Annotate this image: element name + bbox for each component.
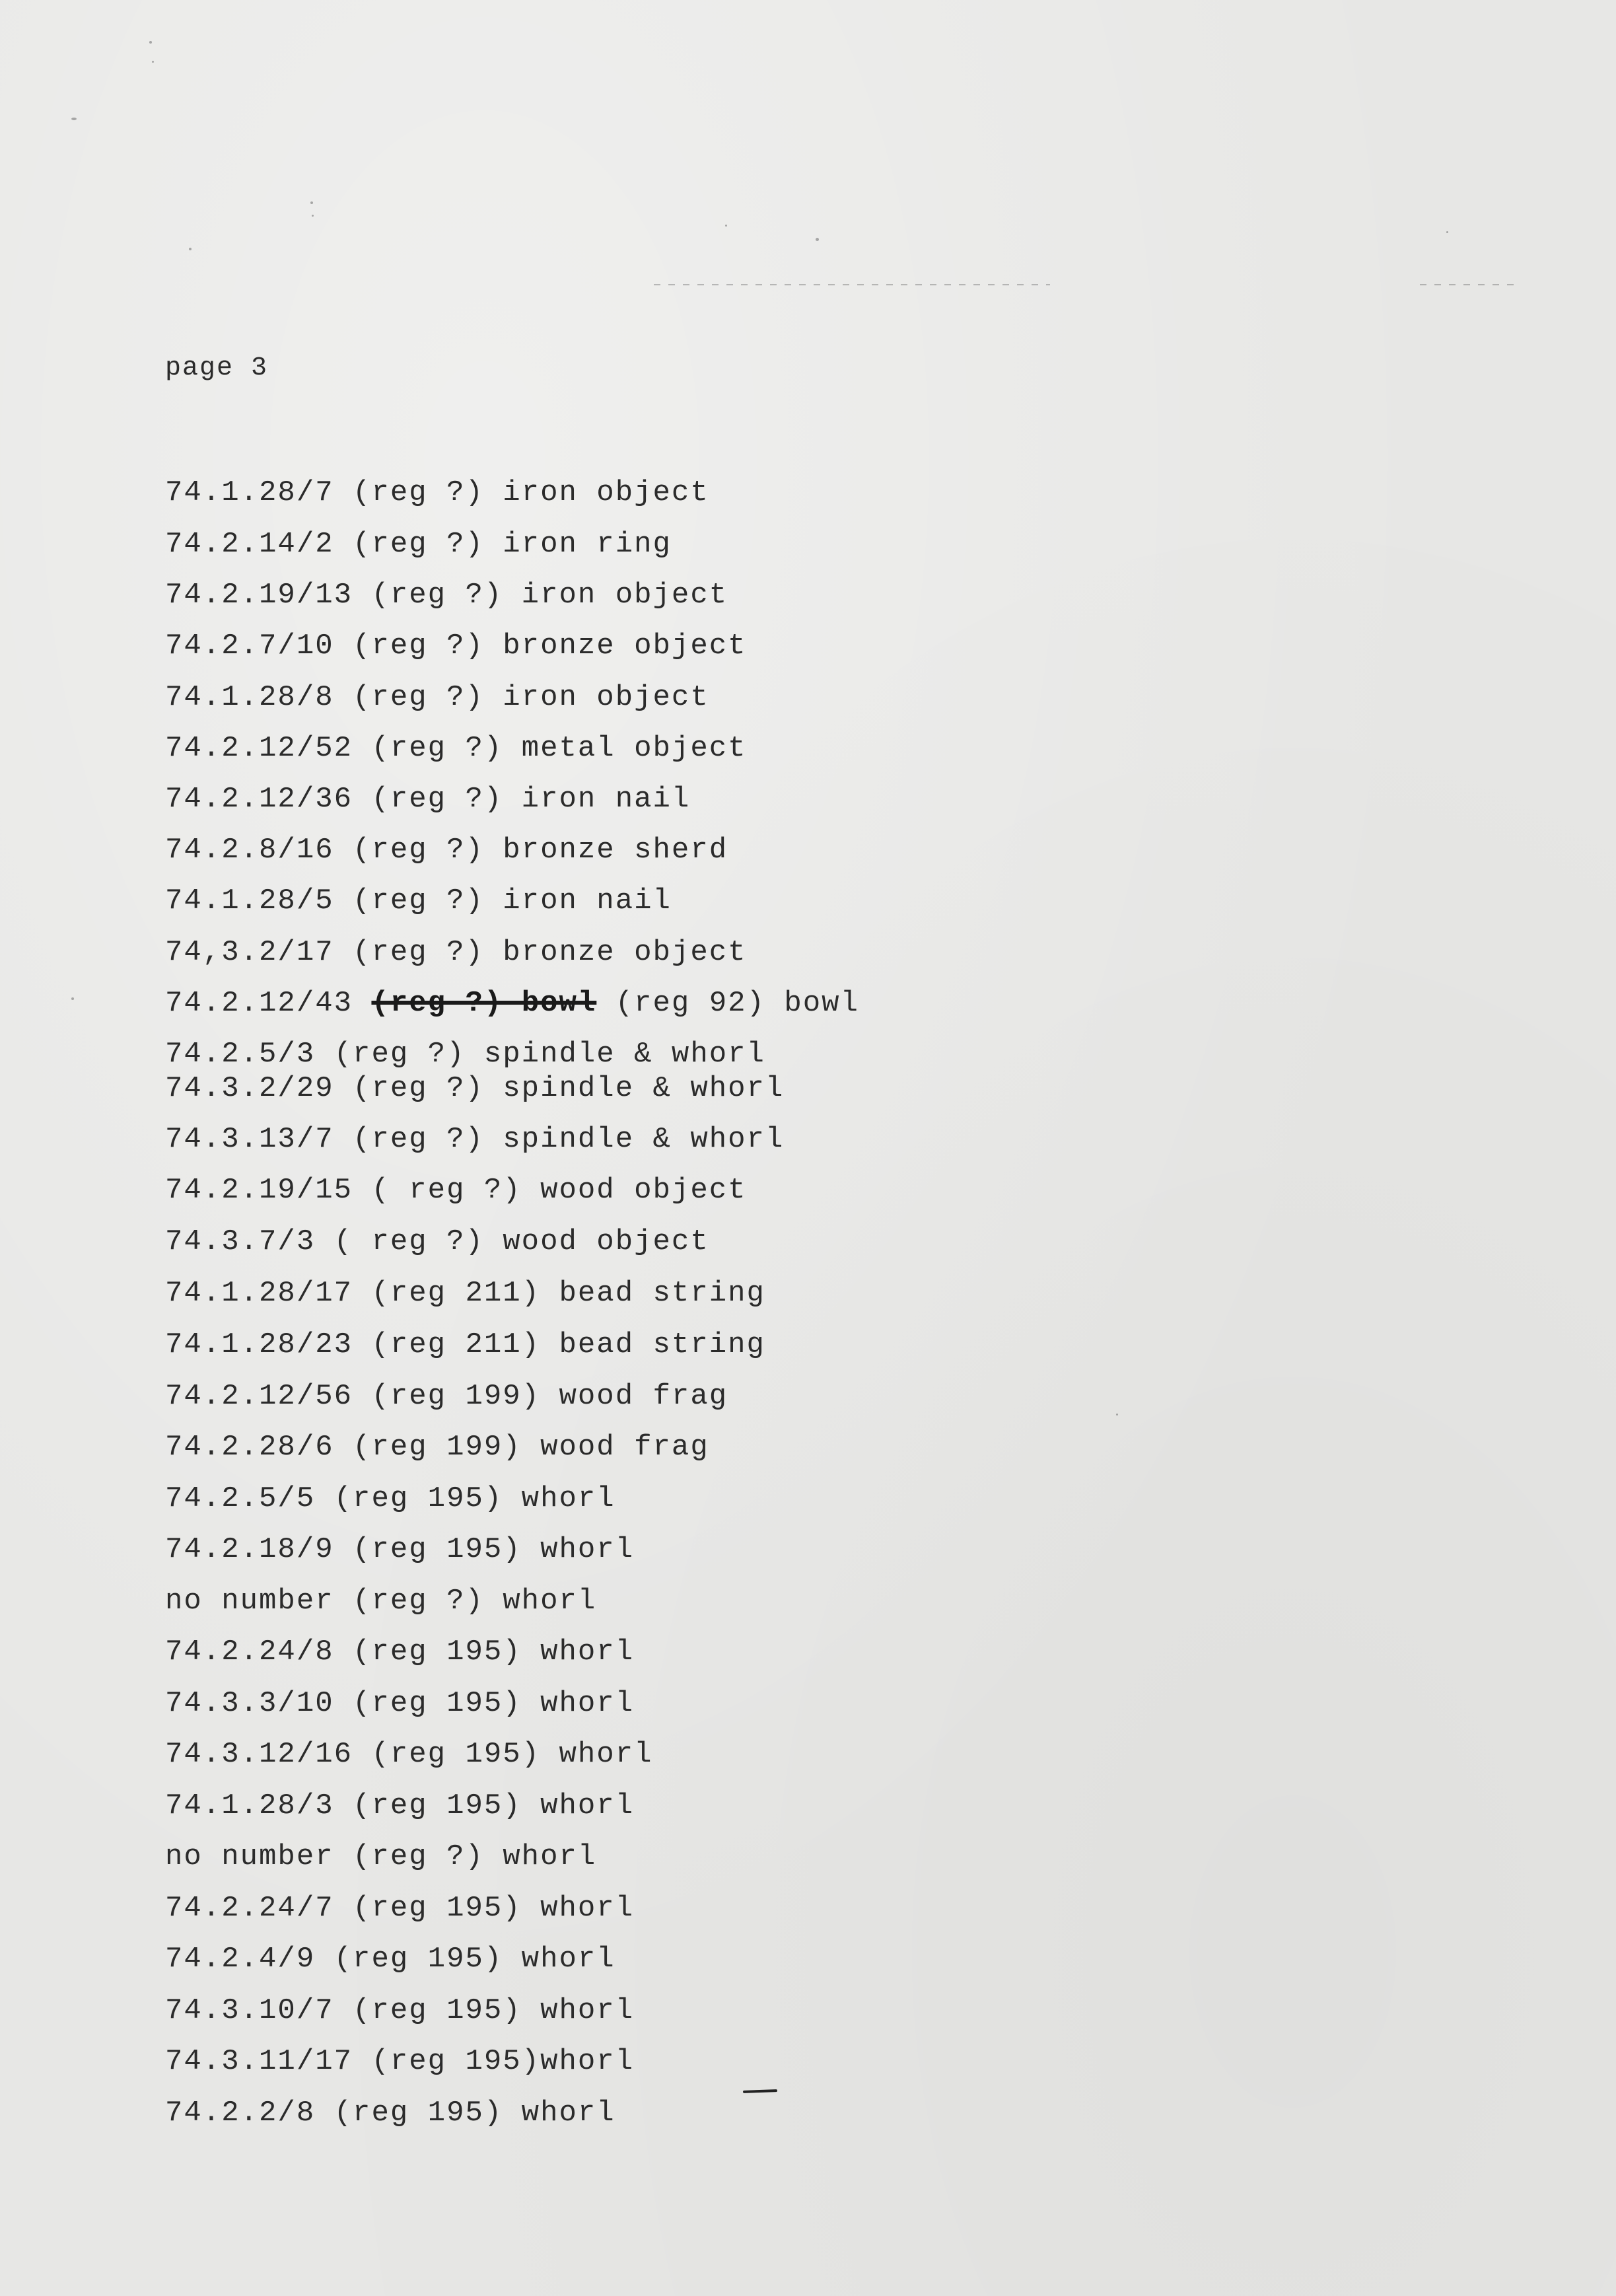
list-item: 74.3.7/3 ( reg ?) wood object	[165, 1225, 709, 1258]
pen-dash-mark	[743, 2089, 777, 2093]
list-item: 74.2.19/15 ( reg ?) wood object	[165, 1174, 747, 1207]
speck-mark	[310, 201, 313, 204]
speck-mark	[189, 248, 192, 250]
list-item: 74.3.11/17 (reg 195)whorl	[165, 2045, 635, 2078]
list-item: no number (reg ?) whorl	[165, 1840, 597, 1873]
list-item: 74.2.28/6 (reg 199) wood frag	[165, 1431, 709, 1464]
entry-description: (reg 92) bowl	[596, 987, 859, 1020]
list-item: 74.3.10/7 (reg 195) whorl	[165, 1994, 635, 2027]
speck-mark	[1116, 1414, 1118, 1416]
list-item: 74.2.8/16 (reg ?) bronze sherd	[165, 834, 728, 867]
list-item: 74.2.12/56 (reg 199) wood frag	[165, 1380, 728, 1413]
list-item: no number (reg ?) whorl	[165, 1585, 597, 1618]
faint-dashed-line	[1420, 284, 1519, 285]
list-item: 74.1.28/3 (reg 195) whorl	[165, 1789, 635, 1822]
list-item: 74.2.12/52 (reg ?) metal object	[165, 732, 747, 765]
speck-mark	[816, 238, 819, 241]
faint-dashed-line	[654, 284, 1050, 285]
list-item: 74.1.28/5 (reg ?) iron nail	[165, 884, 672, 917]
speck-mark	[152, 61, 154, 63]
list-item: 74.1.28/7 (reg ?) iron object	[165, 476, 709, 509]
struck-out-text: (reg ?) bowl	[371, 987, 597, 1020]
speck-mark	[1446, 231, 1448, 233]
list-item: 74.2.5/3 (reg ?) spindle & whorl	[165, 1038, 765, 1071]
list-item: 74.1.28/23 (reg 211) bead string	[165, 1328, 765, 1361]
list-item: 74.3.2/29 (reg ?) spindle & whorl	[165, 1072, 785, 1105]
list-item: 74.2.4/9 (reg 195) whorl	[165, 1943, 615, 1976]
list-item: 74.2.18/9 (reg 195) whorl	[165, 1533, 635, 1566]
list-item-with-strikeout	[165, 985, 859, 1022]
list-item: 74.2.12/36 (reg ?) iron nail	[165, 783, 691, 816]
list-item: 74.3.3/10 (reg 195) whorl	[165, 1687, 635, 1720]
list-item: 74,3.2/17 (reg ?) bronze object	[165, 936, 747, 969]
speck-mark	[71, 997, 74, 1000]
speck-mark	[71, 118, 77, 120]
page-number-label: page 3	[165, 353, 269, 383]
list-item: 74.3.12/16 (reg 195) whorl	[165, 1738, 653, 1771]
list-item: 74.2.19/13 (reg ?) iron object	[165, 579, 728, 612]
list-item: 74.2.5/5 (reg 195) whorl	[165, 1482, 615, 1515]
list-item: 74.2.24/8 (reg 195) whorl	[165, 1635, 635, 1668]
speck-mark	[312, 215, 314, 217]
list-item: 74.2.14/2 (reg ?) iron ring	[165, 528, 672, 561]
list-item: 74.2.7/10 (reg ?) bronze object	[165, 629, 747, 663]
list-item: 74.1.28/8 (reg ?) iron object	[165, 681, 709, 714]
list-item: 74.1.28/17 (reg 211) bead string	[165, 1277, 765, 1310]
entry-number: 74.2.12/43	[165, 987, 372, 1020]
list-item: 74.3.13/7 (reg ?) spindle & whorl	[165, 1123, 785, 1156]
speck-mark	[149, 41, 152, 44]
list-item: 74.2.24/7 (reg 195) whorl	[165, 1892, 635, 1925]
list-item: 74.2.2/8 (reg 195) whorl	[165, 2097, 615, 2130]
speck-mark	[725, 225, 727, 227]
